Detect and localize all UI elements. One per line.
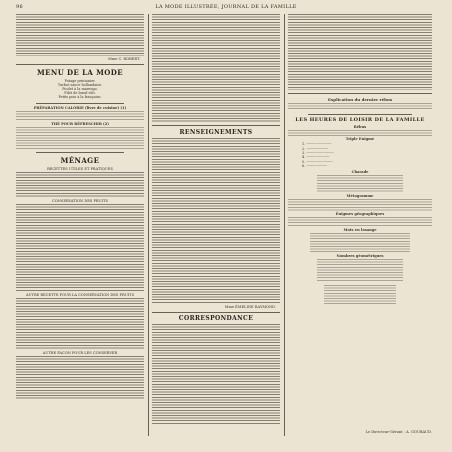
footer-credit: Le Directeur-Gérant : A. GOUBAUD. bbox=[365, 430, 432, 434]
text-block bbox=[16, 172, 144, 198]
text-block bbox=[16, 111, 144, 121]
column-rule-2 bbox=[284, 14, 285, 436]
text-block bbox=[16, 204, 144, 292]
text-block bbox=[16, 298, 144, 350]
page-number: 96 bbox=[16, 4, 23, 10]
nombres-label: Nombres géométriques bbox=[336, 253, 384, 258]
mots-label: Mots en losange bbox=[343, 227, 377, 232]
column-right bbox=[288, 14, 432, 305]
triple-label: Triple Enigme bbox=[345, 137, 375, 142]
enigmes-label: Énigmes géographiques bbox=[335, 211, 385, 216]
text-block bbox=[288, 199, 432, 211]
divider bbox=[36, 152, 124, 153]
text-block bbox=[310, 233, 411, 253]
column-rule-1 bbox=[148, 14, 149, 436]
list-item: 1. ---------------------- bbox=[302, 142, 332, 147]
menu-item: Petits pois à la française. bbox=[58, 95, 102, 100]
correspondance-heading: CORRESPONDANCE bbox=[178, 315, 254, 323]
subheading: THÉ POUR RÉFRESCHIR (2) bbox=[51, 122, 109, 127]
text-block bbox=[152, 14, 280, 122]
subheading: RECETTES UTILES ET PRATIQUES bbox=[47, 166, 113, 171]
text-block bbox=[16, 14, 144, 56]
divider bbox=[16, 64, 144, 65]
divider bbox=[288, 93, 432, 94]
menu-item: Potage printanier. bbox=[64, 78, 96, 83]
text-block bbox=[288, 130, 432, 136]
list-item: 4. -------------------- bbox=[302, 155, 330, 160]
divider bbox=[152, 125, 280, 126]
list-item: 2. ------------------- bbox=[302, 146, 329, 151]
text-block bbox=[16, 356, 144, 400]
menu-item: Turbot sauce hollandaise. bbox=[57, 82, 103, 87]
text-block bbox=[288, 14, 432, 90]
list-item: 3. ------------------------ bbox=[302, 151, 334, 155]
menu-item: Poulet à la marengo. bbox=[62, 87, 98, 91]
column-left bbox=[16, 14, 144, 400]
explication-heading: Explication du dernier rébus bbox=[327, 96, 393, 102]
subheading: PRÉPARATION CALORIE (livre de cuisine) (1) bbox=[33, 106, 127, 111]
renseignements-heading: RENSEIGNEMENTS bbox=[179, 128, 253, 136]
menu-heading: MENU DE LA MODE bbox=[37, 67, 123, 77]
text-block bbox=[152, 138, 280, 304]
subheading: AUTRE RECETTE POUR LA CONSERVATION DES FRUITS bbox=[25, 292, 135, 297]
text-block bbox=[324, 285, 396, 305]
divider bbox=[36, 103, 124, 104]
signature: Mme C. ROBERT. bbox=[108, 57, 140, 61]
metagramme-label: Métagramme bbox=[346, 193, 374, 198]
text-block bbox=[317, 259, 403, 281]
loisir-heading: LES HEURES DE LOISIR DE LA FAMILLE bbox=[295, 117, 425, 124]
text-block bbox=[288, 103, 432, 111]
divider bbox=[152, 312, 280, 313]
signature: Mme ÉMELINE RAYMOND. bbox=[224, 304, 276, 309]
page-header bbox=[16, 4, 436, 13]
menage-heading: MÉNAGE bbox=[60, 155, 100, 165]
text-block bbox=[317, 175, 403, 193]
subheading: AUTRE FACON POUR LES CONSERVER bbox=[42, 350, 118, 355]
list-item: 5. ----------------------- bbox=[302, 159, 333, 164]
text-block bbox=[288, 217, 432, 227]
column-middle bbox=[152, 14, 280, 424]
divider bbox=[308, 114, 412, 115]
rebus-label: Rébus bbox=[353, 125, 367, 130]
subheading: CONSERVATION DES FRUITS bbox=[52, 198, 108, 203]
text-block bbox=[16, 127, 144, 149]
running-title: LA MODE ILLUSTRÉE, JOURNAL DE LA FAMILLE bbox=[155, 4, 297, 10]
charade-label: Charade bbox=[351, 169, 369, 174]
list-item: 6. ------------------ bbox=[302, 164, 327, 169]
menu-item: Filet de bœuf rôti. bbox=[64, 91, 96, 96]
text-block bbox=[152, 324, 280, 424]
